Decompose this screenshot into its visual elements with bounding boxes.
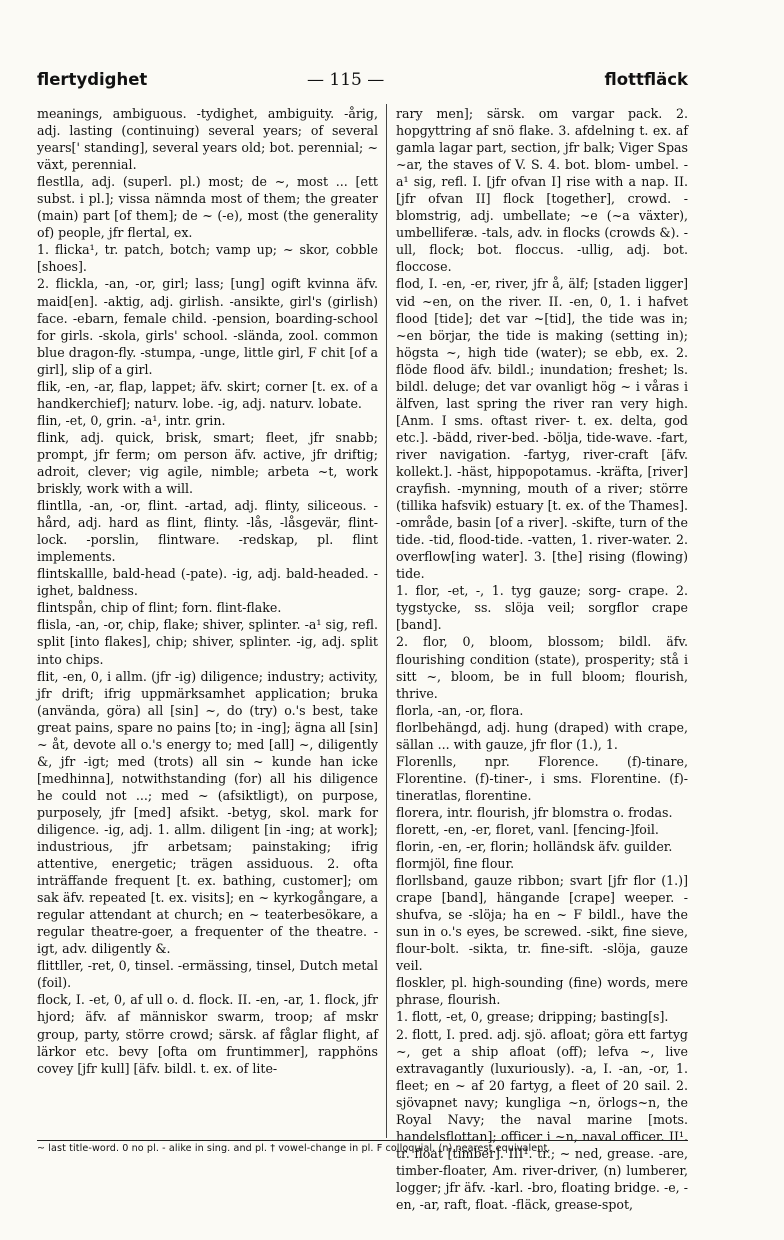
dictionary-entry: florera, intr. flourish, jfr blomstra o. frodas. [396, 804, 673, 820]
dictionary-entry: florett, -en, -er, floret, vanl. [fencing-]foil. [396, 821, 659, 837]
dictionary-entry: flink, adj. quick, brisk, smart; fleet, jfr snabb; prompt, jfr ferm; om person äfv. active, jfr driftig; adroit, clever; vig agile, nimble; arbeta ~t, work briskly, work with a will. [37, 429, 378, 497]
header-right-guideword: flottfläck [604, 70, 688, 89]
dictionary-entry: 2. flor, 0, bloom, blossom; bildl. äfv. flourishing condition (state), prosperity; stå i sitt ~, bloom, be in full bloom; flourish, thrive. [396, 634, 688, 701]
dictionary-entry: florllsband, gauze ribbon; svart [jfr flor (1.)] crape [band], hängande [crape] weeper. -shufva, se -slöja; ha en ~ F bildl., have the sun in o.'s eyes, be screwed. -sikt, fine sieve, flour-bolt. -sikta, tr. fine-sift. -slöja, gauze veil. [396, 873, 688, 974]
dictionary-entry: 1. flicka¹, tr. patch, botch; vamp up; ~ skor, cobble [shoes]. [37, 242, 378, 275]
dictionary-entry: 1. flott, -et, 0, grease; dripping; basting[s]. [396, 1009, 669, 1025]
dictionary-entry: florla, -an, -or, flora. [396, 702, 524, 718]
dictionary-entry: flit, -en, 0, i allm. (jfr -ig) diligence; industry; activity, jfr drift; ifrig uppmärksamhet application; bruka (använda, göra) all [sin] ~, do (try) o.'s best, take great pains, spare no pains [to; in -ing]; ägna all [sin] ~ åt, devote all o.'s energy to; med [all] ~, diligently &, jfr -igt; med (trots) all sin ~ kunde han icke [medhinna], notwithstanding (for) all his diligence he could not ...; med ~ (afsiktligt), on purpose, purposely, jfr [med] afsikt. -betyg, skol. mark for diligence. -ig, adj. 1. allm. diligent [in -ing; at work]; industrious, jfr arbetsam; painstaking; ifrig attentive, energetic; trägen assiduous. 2. ofta inträffande frequent [t. ex. bathing, customer]; om sak äfv. repeated [t. ex. visits]; en ~ kyrkogångare, a regular attendant at church; en ~ teaterbesökare, a regular theatre-goer, a frequenter of the theatre. -igt, adv. diligently &. [37, 668, 378, 957]
dictionary-entry: flisla, -an, -or, chip, flake; shiver, splinter. -a¹ sig, refl. split [into flakes], chip; shiver, splinter. -ig, adj. split into chips. [37, 617, 378, 667]
dictionary-entry: flestlla, adj. (superl. pl.) most; de ~, most ... [ett subst. i pl.]; vissa nämnda most of them; the greater (main) part [of them]; de ~ (-e), most (the generality of) people, jfr flertal, ex. [37, 174, 378, 241]
header-left-guideword: flertydighet [37, 70, 148, 89]
dictionary-entry: florin, -en, -er, florin; holländsk äfv. guilder. [396, 839, 673, 855]
dictionary-entry: flock, I. -et, 0, af ull o. d. flock. II. -en, -ar, 1. flock, jfr hjord; äfv. af människor swarm, troop; af mskr group, party, större crowd; särsk. af fåglar flight, af lärkor etc. bevy [ofta om fruntimmer], rapphöns covey [jfr kull] [äfv. bildl. t. ex. of lite- [37, 992, 378, 1076]
dictionary-entry: flittller, -ret, 0, tinsel. -ermässing, tinsel, Dutch metal (foil). [37, 958, 378, 991]
dictionary-entry: florlbehängd, adj. hung (draped) with crape, sällan ... with gauze, jfr flor (1.), 1. [396, 719, 688, 752]
page-header [37, 70, 688, 92]
dictionary-entry: flin, -et, 0, grin. -a¹, intr. grin. [37, 412, 226, 428]
dictionary-entry: flod, I. -en, -er, river, jfr å, älf; [staden ligger] vid ~en, on the river. II. -en, 0, 1. i hafvet flood [tide]; det var ~[tid], the tide was in; ~en börjar, the tide is making (setting in); högsta ~, high tide (water); se ebb, ex. 2. flöde flood äfv. bildl.; inundation; freshet; ls. bildl. deluge; det var ovanligt hög ~ i våras i älfven, last spring the river ran very high. [Anm. I sms. oftast river- t. ex. delta, god etc.]. -bädd, river-bed. -bölja, tide-wave. -fart, river navigation. -fartyg, river-craft [äfv. kollekt.]. -häst, hippopotamus. -kräfta, [river] crayfish. -mynning, mouth of a river; större (tillika hafsvik) estuary [t. ex. of the Thames]. -område, basin [of a river]. -skifte, turn of the tide. -tid, flood-tide. -vatten, 1. river-water. 2. overflow[ing water]. 3. [the] rising (flowing) tide. [396, 276, 688, 582]
left-column [37, 105, 378, 1135]
dictionary-entry: rary men]; särsk. om vargar pack. 2. hopgyttring af snö flake. 3. afdelning t. ex. af gamla lagar part, section, jfr balk; Viger Spas ~ar, the staves of V. S. 4. bot. blom- umbel. -a¹ sig, refl. I. [jfr ofvan I] rise with a nap. II. [jfr ofvan II] flock [together], crowd. -blomstrig, adj. umbellate; ~e (~a växter), umbelliferæ. -tals, adv. in flocks (crowds &). -ull, flock; bot. floccus. -ullig, adj. bot. floccose. [396, 106, 688, 275]
dictionary-entry: flintspån, chip of flint; forn. flint-flake. [37, 600, 282, 616]
column-divider [386, 104, 387, 1138]
dictionary-entry: flintskallle, bald-head (-pate). -ig, adj. bald-headed. -ighet, baldness. [37, 566, 378, 599]
dictionary-entry: Florenlls, npr. Florence. (f)-tinare, Florentine. (f)-tiner-, i sms. Florentine. (f)-tineratlas, florentine. [396, 753, 688, 803]
dictionary-entry: 1. flor, -et, -, 1. tyg gauze; sorg- crape. 2. tygstycke, ss. slöja veil; sorgflor crape [band]. [396, 583, 688, 633]
dictionary-entry: flik, -en, -ar, flap, lappet; äfv. skirt; corner [t. ex. of a handkerchief]; naturv. lobe. -ig, adj. naturv. lobate. [37, 378, 378, 411]
dictionary-entry: flormjöl, fine flour. [396, 856, 515, 872]
dictionary-entry: floskler, pl. high-sounding (fine) words, mere phrase, flourish. [396, 975, 688, 1008]
right-column [396, 105, 688, 1212]
dictionary-entry: 2. flickla, -an, -or, girl; lass; [ung] ogift kvinna äfv. maid[en]. -aktig, adj. girlish. -ansikte, girl's (girlish) face. -ebarn, female child. -pension, boarding-school for girls. -skola, girls' school. -slända, zool. common blue dragon-fly. -stumpa, -unge, little girl, F chit [of a girl], slip of a girl. [37, 276, 378, 377]
page-number: — 115 — [307, 70, 385, 90]
dictionary-entry: flintlla, -an, -or, flint. -artad, adj. flinty, siliceous. -hård, adj. hard as flint, flinty. -lås, -låsgevär, flint-lock. -porslin, flintware. -redskap, pl. flint implements. [37, 498, 378, 565]
dictionary-entry: meanings, ambiguous. -tydighet, ambiguity. -årig, adj. lasting (continuing) several years; of several years[' standing], several years old; bot. perennial; ~ växt, perennial. [37, 106, 378, 173]
dictionary-entry: 2. flott, I. pred. adj. sjö. afloat; göra ett fartyg ~, get a ship afloat (off); lefva ~, live extravagantly (luxuriously). -a, I. -an, -or, 1. fleet; en ~ af 20 fartyg, a fleet of 20 sail. 2. sjövapnet navy; kungliga ~n, örlogs~n, the Royal Navy; the naval marine [mots. handelsflottan]; officer i ~n, naval officer. II¹. tr. float [timber]. III¹. tr.; ~ ned, grease. -are, timber-floater, Am. river-driver, (n) lumberer, logger; jfr äfv. -karl. -bro, floating bridge. -e, -en, -ar, raft, float. -fläck, grease-spot, [396, 1026, 688, 1212]
footer-rule [37, 1140, 688, 1141]
footer-legend: ~ last title-word. 0 no pl. - alike in sing. and pl. † vowel-change in pl. F colloquial. (n) nearest equivalent. [37, 1143, 551, 1154]
